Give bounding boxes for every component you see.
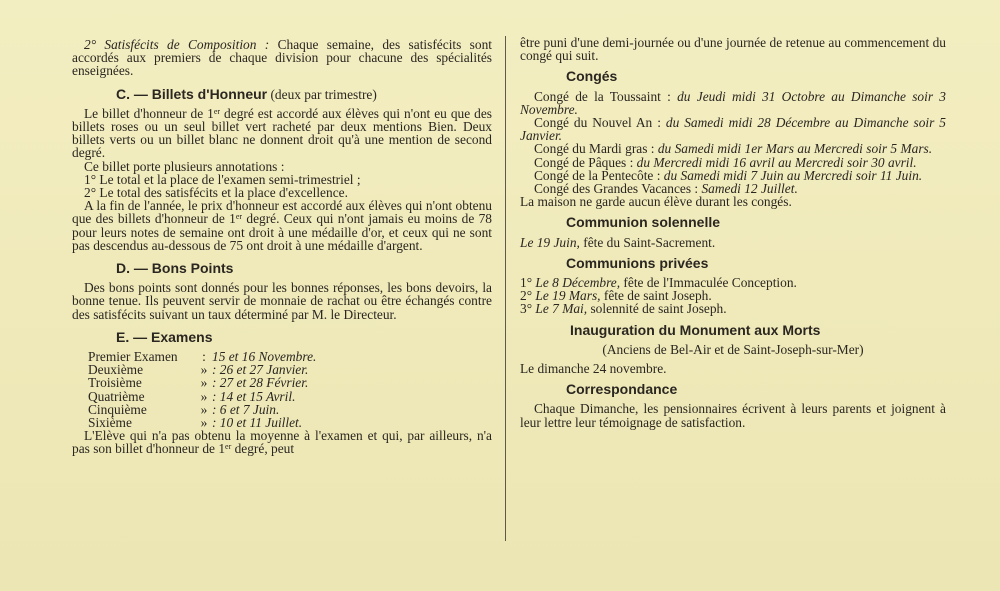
conge-dates: du Jeudi midi 31 Octobre au Dimanche soir 3 Novembre. — [520, 88, 946, 117]
conge-dates: du Samedi midi 7 Juin au Mercredi soir 11 Juin. — [663, 167, 923, 183]
privee-num: 1° — [520, 275, 533, 291]
conge-name: Congé de la Toussaint : — [534, 88, 678, 104]
privee-text: fête de l'Immaculée Conception. — [620, 275, 797, 291]
prix-text-b: degré. Ceux qui n'ont jamais eu moins de 78 pour leurs notes de semaine ont droit à une médaille d'or, et ceux qui ne sont pas descendus au-dessous de 75 ont droit à une médaille d'argent. — [72, 211, 492, 253]
exam-mark: : — [202, 349, 206, 365]
prix-text-a: A la fin de l'année, le prix d'honneur est accordé aux élèves qui n'ont obtenu que des billets d'honneur de 1 — [72, 198, 492, 227]
monument-subtitle: (Anciens de Bel-Air et de Saint-Joseph-sur-Mer) — [602, 341, 864, 357]
privee-date: Le 7 Mai, — [535, 301, 588, 317]
satisfecits-text: Chaque semaine, des satisfécits sont accordés aux premiers de chaque division pour chacune des spécialités enseignées. — [72, 37, 492, 79]
left-column — [72, 38, 492, 456]
prix-sup: er — [235, 212, 243, 222]
annotations-intro: Ce billet porte plusieurs annotations : — [84, 158, 285, 174]
conge-dates: du Mercredi midi 16 avril au Mercredi soir 30 avril. — [636, 154, 917, 170]
monument-date: Le dimanche 24 novembre. — [520, 361, 667, 377]
privee-item — [520, 302, 946, 315]
section-c-heading — [116, 85, 492, 102]
conge-name: Congé de Pâques : — [534, 154, 637, 170]
billet-text-b: degré est accordé aux élèves qui n'ont eu que des billets roses ou un seul billet vert racheté par deux mentions Bien. Deux billets verts ou un billet blanc ne donnent droit qu'à une mention de second degré. — [72, 105, 492, 161]
exam-row — [88, 376, 492, 389]
billet-text-a: Le billet d'honneur de 1 — [84, 105, 214, 121]
column-divider — [505, 36, 506, 541]
conges-heading: Congés — [566, 68, 618, 85]
conges-note: La maison ne garde aucun élève durant les congés. — [520, 194, 792, 210]
billet-paragraph — [72, 107, 492, 160]
exam-mark: » — [200, 362, 208, 378]
exam-date: : 26 et 27 Janvier. — [212, 362, 309, 378]
exam-rule-a: L'Elève qui n'a pas obtenu la moyenne à l'examen et qui, par ailleurs, n'a pas son billet d'honneur de 1 — [72, 428, 492, 457]
conge-dates: Samedi 12 Juillet. — [701, 181, 798, 197]
conge-item — [520, 90, 946, 116]
section-d-heading: D. — Bons Points — [116, 260, 234, 277]
satisfecits-label: 2° Satisfécits de Composition : — [84, 37, 270, 52]
conge-name: Congé du Nouvel An : — [534, 115, 666, 131]
exam-mark: » — [200, 388, 208, 404]
monument-heading: Inauguration du Monument aux Morts — [570, 321, 821, 338]
exam-date: : 6 et 7 Juin. — [212, 401, 280, 417]
exam-label: Quatrième — [88, 388, 145, 404]
privee-date: Le 8 Décembre, — [535, 275, 621, 291]
exam-rule-b: degré, peut — [231, 441, 295, 457]
conge-name: Congé de la Pentecôte : — [534, 167, 664, 183]
section-e-heading: E. — Examens — [116, 328, 213, 345]
right-column — [520, 36, 946, 429]
section-c-title: C. — Billets d'Honneur — [116, 85, 268, 102]
exam-date: : 10 et 11 Juillet. — [212, 415, 303, 431]
conge-name: Congé des Grandes Vacances : — [534, 181, 702, 197]
conge-item — [520, 116, 946, 142]
exam-mark: » — [200, 401, 208, 417]
exam-date: : 14 et 15 Avril. — [212, 388, 296, 404]
communion-line — [520, 236, 946, 249]
exam-date: 15 et 16 Novembre. — [212, 349, 317, 365]
exam-mark: » — [200, 375, 208, 391]
conge-dates: du Samedi midi 1er Mars au Mercredi soir 5 Mars. — [657, 141, 933, 157]
exam-label: Sixième — [88, 415, 132, 431]
satisfecits-paragraph — [72, 38, 492, 78]
prix-honneur-paragraph — [72, 199, 492, 252]
exam-date: : 27 et 28 Février. — [212, 375, 309, 391]
exam-mark: » — [200, 415, 208, 431]
exam-list — [88, 350, 492, 429]
exam-label: Premier Examen — [88, 349, 178, 365]
privee-date: Le 19 Mars, — [535, 288, 601, 304]
bons-points-paragraph: Des bons points sont donnés pour les bonnes réponses, les bons devoirs, la bonne tenue. Ils peuvent servir de monnaie de rachat ou être échangés contre des satisfécits suivant un taux déterminé par M. le Directeur. — [72, 280, 492, 322]
annotation-1: 1° Le total et la place de l'examen semi-trimestriel ; — [84, 171, 361, 187]
exam-rule-paragraph — [72, 429, 492, 455]
communion-heading: Communion solennelle — [566, 214, 721, 231]
conge-dates: du Samedi midi 28 Décembre au Dimanche soir 5 Janvier. — [520, 115, 946, 144]
conge-name: Congé du Mardi gras : — [534, 141, 658, 157]
privee-num: 2° — [520, 288, 533, 304]
section-c-subtitle: (deux par trimestre) — [267, 86, 377, 102]
correspondance-heading: Correspondance — [566, 381, 678, 398]
privee-text: solennité de saint Joseph. — [587, 301, 727, 317]
communion-date: Le 19 Juin, — [520, 234, 580, 250]
exam-label: Cinquième — [88, 401, 147, 417]
retenue-continuation: être puni d'une demi-journée ou d'une journée de retenue au commencement du congé qui suit. — [520, 35, 946, 64]
correspondance-paragraph: Chaque Dimanche, les pensionnaires écrivent à leurs parents et joignent à leur lettre leur témoignage de satisfaction. — [520, 401, 946, 430]
exam-rule-sup: er — [225, 442, 232, 452]
communions-privees-heading: Communions privées — [566, 254, 709, 271]
privee-num: 3° — [520, 301, 533, 317]
exam-row — [88, 390, 492, 403]
annotation-2: 2° Le total des satisfécits et la place d'excellence. — [84, 185, 348, 201]
communion-text: fête du Saint-Sacrement. — [579, 234, 716, 250]
exam-label: Deuxième — [88, 362, 144, 378]
privee-text: fête de saint Joseph. — [600, 288, 712, 304]
exam-label: Troisième — [88, 375, 142, 391]
billet-sup: er — [213, 106, 221, 116]
